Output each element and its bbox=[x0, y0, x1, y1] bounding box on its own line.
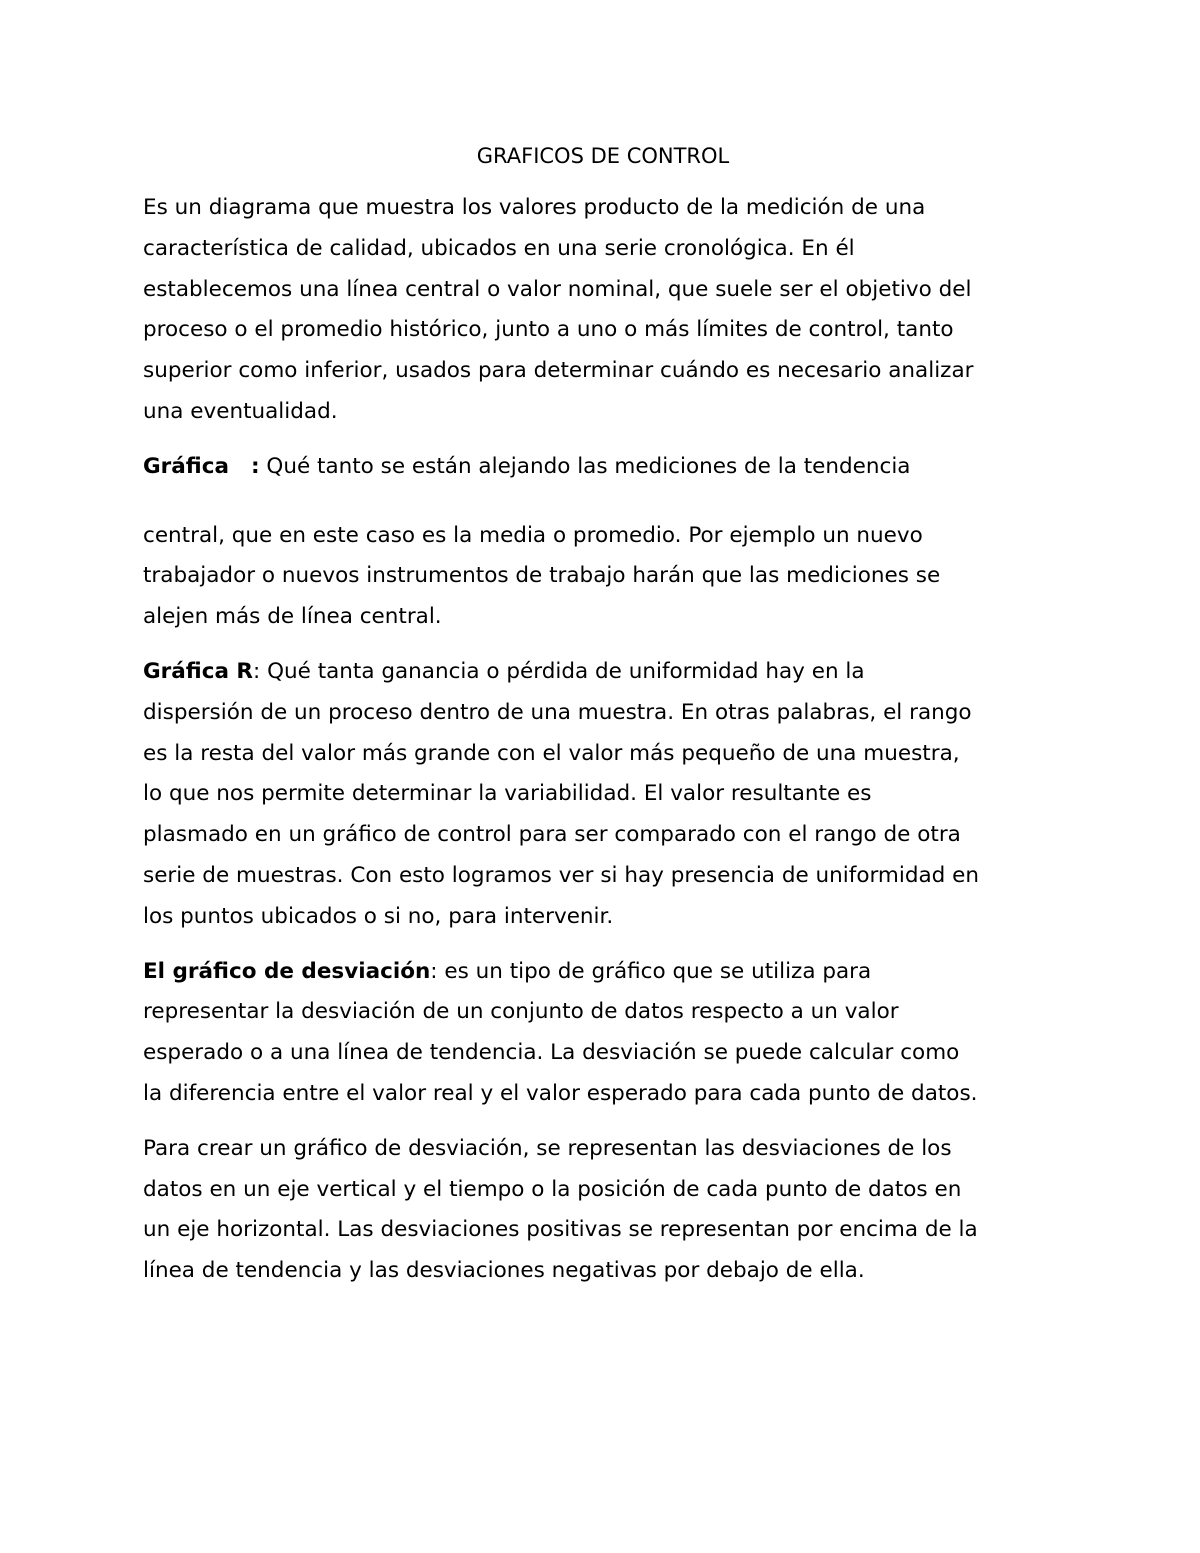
term-label: El gráfico de desviación bbox=[143, 958, 431, 984]
text-line: Es un diagrama que muestra los valores producto de la medición de una bbox=[143, 195, 926, 220]
document-title: GRAFICOS DE CONTROL bbox=[476, 144, 730, 168]
text-line: los puntos ubicados o si no, para intervenir. bbox=[143, 903, 614, 929]
text-line bbox=[143, 652, 1063, 693]
paragraph-grafica-r bbox=[143, 652, 1063, 938]
text-line: trabajador o nuevos instrumentos de trabajo harán que las mediciones se bbox=[143, 563, 941, 589]
text-line: superior como inferior, usados para determinar cuándo es necesario analizar bbox=[143, 358, 974, 384]
text-line: línea de tendencia y las desviaciones negativas por debajo de ella. bbox=[143, 1258, 865, 1284]
text-line: una eventualidad. bbox=[143, 398, 338, 424]
text-line: plasmado en un gráfico de control para ser comparado con el rango de otra bbox=[143, 822, 961, 848]
term-label: Gráfica R bbox=[143, 658, 253, 684]
term-description: : es un tipo de gráfico que se utiliza para bbox=[430, 958, 872, 984]
text-line bbox=[143, 952, 1063, 993]
text-line: serie de muestras. Con esto logramos ver si hay presencia de uniformidad en bbox=[143, 862, 980, 888]
text-line: Para crear un gráfico de desviación, se representan las desviaciones de los bbox=[143, 1135, 952, 1161]
text-line: característica de calidad, ubicados en una serie cronológica. En él bbox=[143, 235, 855, 261]
text-line: alejen más de línea central. bbox=[143, 604, 442, 630]
text-line: datos en un eje vertical y el tiempo o la posición de cada punto de datos en bbox=[143, 1176, 962, 1202]
text-line: es la resta del valor más grande con el valor más pequeño de una muestra, bbox=[143, 740, 960, 766]
text-line: proceso o el promedio histórico, junto a uno o más límites de control, tanto bbox=[143, 317, 954, 343]
text-line: establecemos una línea central o valor nominal, que suele ser el objetivo del bbox=[143, 276, 972, 302]
term-label: Gráfica bbox=[143, 453, 229, 479]
text-line: dispersión de un proceso dentro de una muestra. En otras palabras, el rango bbox=[143, 699, 972, 725]
text-line: central, que en este caso es la media o promedio. Por ejemplo un nuevo bbox=[143, 522, 923, 548]
term-colon: : bbox=[250, 453, 260, 479]
text-line: esperado o a una línea de tendencia. La desviación se puede calcular como bbox=[143, 1040, 960, 1066]
paragraph-grafico-desviacion bbox=[143, 952, 1063, 1115]
paragraph-grafica-x bbox=[143, 447, 1063, 488]
text-line bbox=[143, 447, 1063, 488]
term-description: Qué tanto se están alejando las mediciones de la tendencia bbox=[259, 453, 911, 479]
text-line: lo que nos permite determinar la variabilidad. El valor resultante es bbox=[143, 781, 872, 807]
paragraph-definition bbox=[143, 188, 1063, 433]
document-page bbox=[143, 138, 1063, 1306]
term-description: : Qué tanta ganancia o pérdida de uniformidad hay en la bbox=[253, 658, 865, 684]
paragraph-grafica-x-continued bbox=[143, 516, 1063, 638]
paragraph-crear-grafico bbox=[143, 1129, 1063, 1292]
text-line: un eje horizontal. Las desviaciones positivas se representan por encima de la bbox=[143, 1217, 978, 1243]
text-line: la diferencia entre el valor real y el valor esperado para cada punto de datos. bbox=[143, 1080, 978, 1106]
text-line: representar la desviación de un conjunto de datos respecto a un valor bbox=[143, 999, 899, 1025]
